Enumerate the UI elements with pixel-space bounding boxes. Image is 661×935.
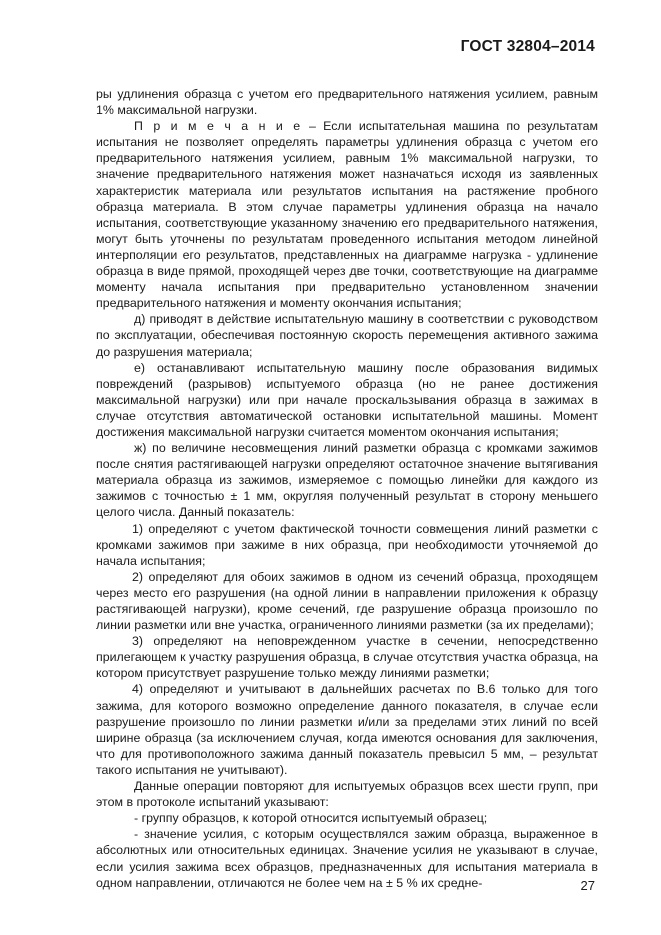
page-number: 27 bbox=[580, 878, 595, 893]
note-block bbox=[96, 118, 598, 311]
standard-designation: ГОСТ 32804–2014 bbox=[460, 38, 595, 55]
paragraph-zh: ж) по величине несовмещения линий разметки образца с кромками зажимов после снятия растягивающей нагрузки определяют остаточное значение вытягивания материала образца из зажимов, измеряемое с помощью линейки для каждого из зажимов с точностью ± 1 мм, округляя полученный результат в сторону меньшего целого числа. Данный показатель: bbox=[96, 441, 598, 520]
list-item-group: - группу образцов, к которой относится испытуемый образец; bbox=[134, 811, 488, 826]
note-text: – Если испытательная машина по результатам испытания не позволяет определять параметры удлинения образца с учетом его предварительного натяжения усилием, равным 1% максимальной нагрузки, то значение предварительного натяжения может назначаться исходя из заявленных характеристик материала или результатов испытания на растяжение пробного образца материала. В этом случае параметры удлинения образца на начало испытания, соответствующие указанному значению его предварительного натяжения, могут быть уточнены по результатам проведенного испытания методом линейной интерполяции его результатов, представленных на диаграмме нагрузка - удлинение образца в виде прямой, проходящей через две точки, соответствующие на диаграмме моменту начала испытания при предварительно установленном значении предварительного натяжения и моменту окончания испытания; bbox=[96, 119, 598, 311]
list-item-force: - значение усилия, с которым осуществлялся зажим образца, выраженное в абсолютных или относительных единицах. Значение усилия не указывают в случае, если усилия зажима всех образцов, предназначенных для испытания материала в одном направлении, отличаются не более чем на ± 5 % их средне- bbox=[96, 827, 598, 890]
paragraph-repeat: Данные операции повторяют для испытуемых образцов всех шести групп, при этом в протоколе испытаний указывают: bbox=[96, 779, 598, 810]
paragraph-d: д) приводят в действие испытательную машину в соответствии с руководством по эксплуатации, обеспечивая постоянную скорость перемещения активного зажима до разрушения материала; bbox=[96, 312, 598, 359]
paragraph-e: е) останавливают испытательную машину после образования видимых повреждений (разрывов) испытуемого образца (но не ранее достижения максимальной нагрузки) или при начале проскальзывания образца в зажимах в случае отсутствия автоматической остановки испытательной машины. Момент достижения максимальной нагрузки считается моментом окончания испытания; bbox=[96, 360, 598, 439]
subitem-1: 1) определяют с учетом фактической точности совмещения линий разметки с кромками зажимов при зажиме в них образца, при необходимости уточняемой до начала испытания; bbox=[96, 521, 598, 568]
note-label: П р и м е ч а н и е bbox=[134, 119, 302, 134]
intro-paragraph: ры удлинения образца с учетом его предварительного натяжения усилием, равным 1% максимальной нагрузки. bbox=[96, 87, 598, 118]
subitem-2: 2) определяют для обоих зажимов в одном из сечений образца, проходящем через место его разрушения (на одной линии в направлении приложения к образцу растягивающей нагрузки), кроме сечений, где разрушение образца произошло по линии разметки или вне участка, ограниченного линиями разметки (за их пределами); bbox=[96, 569, 598, 633]
subitem-4: 4) определяют и учитывают в дальнейших расчетах по В.6 только для того зажима, для которого возможно определение данного показателя, в случае если разрушение произошло по линии разметки и/или за пределами этих линий по всей ширине образца (за исключением случая, когда имеются основания для заключения, что для противоположного зажима данный показатель превысил 5 мм, – результат такого испытания не учитывают). bbox=[96, 682, 598, 777]
document-body bbox=[96, 86, 598, 891]
subitem-3: 3) определяют на неповрежденном участке в сечении, непосредственно прилегающем к участку разрушения образца, в случае отсутствия участка образца, на котором присутствует разрушение только между линиями разметки; bbox=[96, 634, 598, 681]
